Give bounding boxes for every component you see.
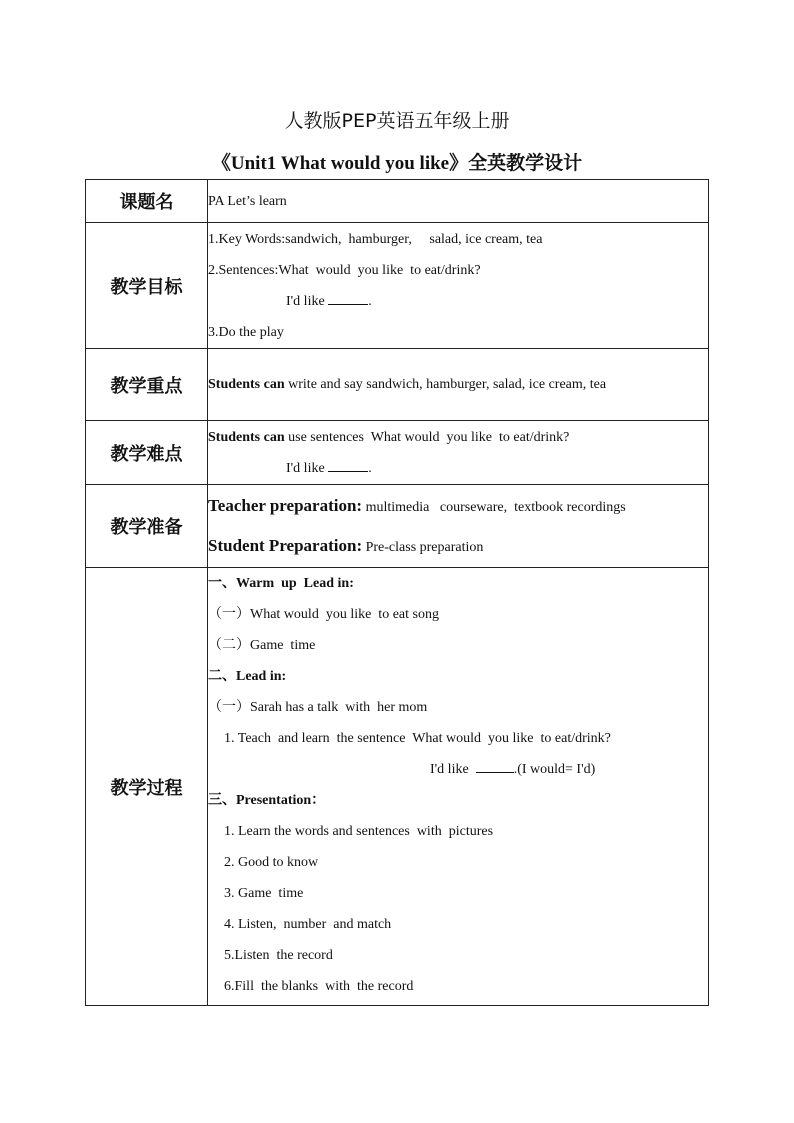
process-item-2-1-line2: I'd like .(I would= I'd) <box>208 754 708 785</box>
process-item-1b: （二）Game time <box>208 637 316 653</box>
process-item-2a: （一）Sarah has a talk with her mom <box>208 699 428 715</box>
preparation-cell <box>208 485 709 568</box>
difficulties-line-2-end: . <box>368 460 372 476</box>
objective-line-3-text: I'd like <box>286 293 329 309</box>
key-points-text: write and say sandwich, hamburger, salad, ice cream, tea <box>284 377 607 392</box>
student-preparation-label: Student Preparation: <box>208 536 363 555</box>
row-difficulties <box>86 421 709 485</box>
label-key-points: 教学重点 <box>86 349 208 421</box>
student-preparation-text: Pre-class preparation <box>362 540 484 555</box>
difficulties-prefix: Students can <box>208 429 285 445</box>
objective-line-2: 2.Sentences:What would you like to eat/drink? <box>208 262 481 278</box>
label-objectives: 教学目标 <box>86 223 208 349</box>
process-step-4: 4. Listen, number and match <box>224 917 392 932</box>
document-title: 人教版PEP英语五年级上册 <box>284 110 510 132</box>
teacher-preparation-label: Teacher preparation: <box>208 496 363 515</box>
document-subtitle <box>0 148 794 175</box>
fill-blank <box>476 758 514 773</box>
process-section-3: 三、Presentation： <box>208 792 326 808</box>
process-cell <box>208 568 709 1006</box>
objective-line-1: 1.Key Words:sandwich, hamburger, salad, ice cream, tea <box>208 231 543 247</box>
difficulties-cell <box>208 421 709 485</box>
topic-text: PA Let’s learn <box>208 193 287 209</box>
objective-line-4: 3.Do the play <box>208 324 284 340</box>
fill-blank <box>328 457 368 472</box>
row-preparation <box>86 485 709 568</box>
topic-value <box>208 180 709 223</box>
label-preparation: 教学准备 <box>86 485 208 568</box>
key-points-prefix: Students can <box>208 377 285 392</box>
row-objectives <box>86 223 709 349</box>
process-step-2: 2. Good to know <box>224 855 319 870</box>
key-points-cell <box>208 349 709 421</box>
label-process: 教学过程 <box>86 568 208 1006</box>
subtitle-close-text: 》全英教学设计 <box>449 152 583 174</box>
process-step-6: 6.Fill the blanks with the record <box>224 979 414 994</box>
objective-line-3 <box>208 286 708 317</box>
fill-blank <box>328 290 368 305</box>
teacher-preparation-text: multimedia courseware, textbook recordings <box>362 500 626 515</box>
process-section-2: 二、Lead in: <box>208 668 287 684</box>
objectives-cell <box>208 223 709 349</box>
difficulties-text: use sentences What would you like to eat/drink? <box>284 429 570 445</box>
label-difficulties: 教学难点 <box>86 421 208 485</box>
row-key-points <box>86 349 709 421</box>
difficulties-line-2 <box>208 453 708 484</box>
process-item-1a: （一）What would you like to eat song <box>208 606 439 622</box>
subtitle-open-bracket: 《 <box>211 152 231 174</box>
process-step-3: 3. Game time <box>224 886 304 901</box>
process-item-2-1: 1. Teach and learn the sentence What would you like to eat/drink? <box>224 731 611 746</box>
process-step-5: 5.Listen the record <box>224 948 333 963</box>
lesson-plan-table <box>85 179 709 1006</box>
row-topic <box>86 180 709 223</box>
process-section-1: 一、Warm up Lead in: <box>208 575 354 591</box>
difficulties-line-2-text: I'd like <box>286 460 329 476</box>
process-step-1: 1. Learn the words and sentences with pictures <box>224 824 494 839</box>
objective-line-3-end: . <box>368 293 372 309</box>
subtitle-unit-name: Unit1 What would you like <box>230 153 450 174</box>
label-topic: 课题名 <box>86 180 208 223</box>
row-process <box>86 568 709 1006</box>
